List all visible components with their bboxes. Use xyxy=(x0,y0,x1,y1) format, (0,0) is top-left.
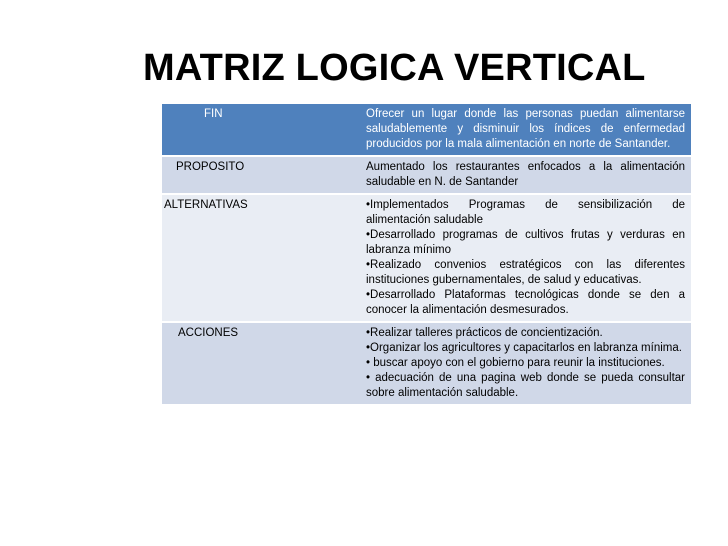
row-content-proposito: Aumentado los restaurantes enfocados a la alimentación saludable en N. de Santander xyxy=(366,161,685,188)
alternativa-item: •Desarrollado Plataformas tecnológicas donde se den a conocer la alimentación desmesurados. xyxy=(366,289,685,316)
row-label-alternativas: ALTERNATIVAS xyxy=(164,199,248,211)
table-row-proposito xyxy=(162,157,691,195)
row-label-fin: FIN xyxy=(204,108,223,120)
alternativa-item: •Realizado convenios estratégicos con las diferentes instituciones gubernamentales, de salud y educativas. xyxy=(366,259,685,286)
accion-item: • adecuación de una pagina web donde se pueda consultar sobre alimentación saludable. xyxy=(366,372,685,399)
alternativa-item: •Implementados Programas de sensibilización de alimentación saludable xyxy=(366,199,685,226)
logic-matrix-table xyxy=(162,104,691,406)
accion-item: •Organizar los agricultores y capacitarlos en labranza mínima. xyxy=(366,342,682,354)
table-row-acciones xyxy=(162,323,691,406)
row-content-fin: Ofrecer un lugar donde las personas puedan alimentarse saludablemente y disminuir los índices de enfermedad producidos por la mala alimentación en norte de Santander. xyxy=(366,108,685,150)
row-label-proposito: PROPOSITO xyxy=(176,161,245,173)
accion-item: • buscar apoyo con el gobierno para reunir la instituciones. xyxy=(366,357,665,369)
alternativa-item: •Desarrollado programas de cultivos frutas y verduras en labranza mínimo xyxy=(366,229,685,256)
page-title: MATRIZ LOGICA VERTICAL xyxy=(143,47,646,89)
table-row-fin xyxy=(162,104,691,157)
table-row-alternativas xyxy=(162,195,691,323)
accion-item: •Realizar talleres prácticos de concientización. xyxy=(366,327,603,339)
row-label-acciones: ACCIONES xyxy=(178,327,239,339)
